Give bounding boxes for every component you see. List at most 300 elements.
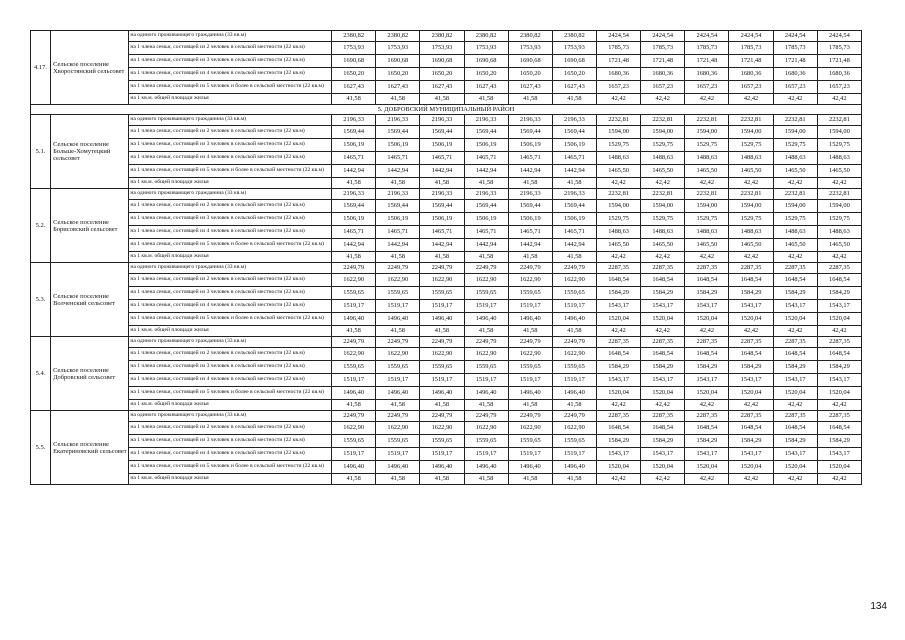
value-cell: 1519,17 — [508, 300, 552, 313]
value-cell: 1529,75 — [729, 139, 773, 152]
value-cell: 2424,54 — [685, 31, 729, 42]
value-cell: 1465,50 — [773, 239, 817, 252]
value-cell: 1650,20 — [508, 68, 552, 81]
norm-description: на 1 члена семьи, состоящей из 4 человек в сельской местности (22 кв.м) — [129, 374, 332, 387]
value-cell: 1506,19 — [332, 213, 376, 226]
value-cell: 1529,75 — [817, 139, 861, 152]
value-cell: 1519,17 — [464, 448, 508, 461]
page-number: 134 — [870, 601, 887, 612]
value-cell: 1569,44 — [376, 126, 420, 139]
value-cell: 1543,17 — [685, 448, 729, 461]
value-cell: 1721,48 — [729, 55, 773, 68]
value-cell: 1569,44 — [376, 200, 420, 213]
value-cell: 1519,17 — [420, 300, 464, 313]
value-cell: 2380,82 — [508, 31, 552, 42]
value-cell: 1721,48 — [641, 55, 685, 68]
value-cell: 2287,35 — [729, 263, 773, 274]
value-cell: 42,42 — [641, 178, 685, 189]
value-cell: 41,58 — [376, 326, 420, 337]
table-row — [31, 239, 862, 252]
norm-description: на одиного проживающего гражданина (33 кв.м) — [129, 189, 332, 200]
norm-description: на 1 члена семьи, состоящей из 4 человек в сельской местности (22 кв.м) — [129, 152, 332, 165]
value-cell: 42,42 — [597, 252, 641, 263]
table-row — [31, 165, 862, 178]
value-cell: 1648,54 — [773, 422, 817, 435]
value-cell: 2232,81 — [641, 189, 685, 200]
value-cell: 1442,94 — [420, 165, 464, 178]
value-cell: 1594,00 — [641, 126, 685, 139]
value-cell: 41,58 — [464, 474, 508, 485]
norm-description: на 1 члена семьи, состоящей из 2 человек в сельской местности (22 кв.м) — [129, 42, 332, 55]
value-cell: 1442,94 — [464, 165, 508, 178]
settlement-name: Сельское поселение Больше-Хомутецкий сельсовет — [51, 115, 129, 189]
value-cell: 1520,04 — [773, 387, 817, 400]
norm-description: на 1 кв.м. общей площади жилья — [129, 178, 332, 189]
value-cell: 1627,43 — [508, 81, 552, 94]
settlement-code: 5.4. — [31, 337, 51, 411]
value-cell: 42,42 — [641, 400, 685, 411]
value-cell: 41,58 — [420, 326, 464, 337]
value-cell: 42,42 — [685, 94, 729, 105]
value-cell: 1680,36 — [641, 68, 685, 81]
value-cell: 1506,19 — [552, 139, 596, 152]
value-cell: 1520,04 — [773, 461, 817, 474]
value-cell: 2287,35 — [773, 337, 817, 348]
value-cell: 1496,40 — [464, 313, 508, 326]
value-cell: 1559,65 — [508, 435, 552, 448]
value-cell: 2232,81 — [773, 115, 817, 126]
value-cell: 1753,93 — [552, 42, 596, 55]
value-cell: 1559,65 — [376, 361, 420, 374]
value-cell: 1488,63 — [729, 226, 773, 239]
value-cell: 1584,29 — [729, 361, 773, 374]
value-cell: 1594,00 — [817, 200, 861, 213]
value-cell: 41,58 — [552, 252, 596, 263]
value-cell: 1622,90 — [332, 422, 376, 435]
value-cell: 1559,65 — [332, 287, 376, 300]
table-row — [31, 448, 862, 461]
value-cell: 41,58 — [552, 326, 596, 337]
value-cell: 1506,19 — [376, 139, 420, 152]
value-cell: 1465,71 — [332, 226, 376, 239]
value-cell: 2380,82 — [420, 31, 464, 42]
table-row — [31, 274, 862, 287]
value-cell: 1488,63 — [685, 226, 729, 239]
value-cell: 1465,71 — [464, 152, 508, 165]
value-cell: 42,42 — [729, 94, 773, 105]
value-cell: 42,42 — [597, 474, 641, 485]
settlement-name: Сельское поселение Хворостянский сельсовет — [51, 31, 129, 105]
value-cell: 1594,00 — [641, 200, 685, 213]
value-cell: 1520,04 — [729, 461, 773, 474]
norm-description: на 1 кв.м. общей площади жилья — [129, 326, 332, 337]
table-row — [31, 152, 862, 165]
value-cell: 41,58 — [420, 252, 464, 263]
value-cell: 2249,79 — [552, 263, 596, 274]
value-cell: 1520,04 — [729, 387, 773, 400]
value-cell: 42,42 — [685, 326, 729, 337]
value-cell: 1520,04 — [685, 387, 729, 400]
value-cell: 1520,04 — [817, 461, 861, 474]
value-cell: 1465,50 — [641, 239, 685, 252]
value-cell: 2249,79 — [420, 263, 464, 274]
value-cell: 42,42 — [773, 400, 817, 411]
value-cell: 1721,48 — [773, 55, 817, 68]
value-cell: 41,58 — [464, 178, 508, 189]
value-cell: 41,58 — [376, 252, 420, 263]
value-cell: 1785,73 — [641, 42, 685, 55]
value-cell: 1519,17 — [332, 448, 376, 461]
value-cell: 2249,79 — [376, 337, 420, 348]
value-cell: 1520,04 — [641, 313, 685, 326]
value-cell: 1690,68 — [376, 55, 420, 68]
value-cell: 1543,17 — [729, 448, 773, 461]
value-cell: 1559,65 — [420, 435, 464, 448]
value-cell: 41,58 — [552, 178, 596, 189]
value-cell: 1721,48 — [597, 55, 641, 68]
value-cell: 1648,54 — [773, 348, 817, 361]
value-cell: 1622,90 — [420, 274, 464, 287]
value-cell: 1543,17 — [641, 374, 685, 387]
value-cell: 1648,54 — [817, 348, 861, 361]
table-row — [31, 31, 862, 42]
value-cell: 1529,75 — [773, 139, 817, 152]
value-cell: 1657,23 — [641, 81, 685, 94]
table-row — [31, 68, 862, 81]
value-cell: 2249,79 — [552, 337, 596, 348]
value-cell: 1569,44 — [508, 126, 552, 139]
value-cell: 1690,68 — [464, 55, 508, 68]
value-cell: 2196,33 — [420, 115, 464, 126]
norm-description: на 1 члена семьи, состоящей из 5 человек и более в сельской местности (22 кв.м) — [129, 165, 332, 178]
value-cell: 1622,90 — [552, 274, 596, 287]
value-cell: 2196,33 — [376, 189, 420, 200]
value-cell: 1785,73 — [817, 42, 861, 55]
value-cell: 1442,94 — [332, 239, 376, 252]
value-cell: 42,42 — [597, 400, 641, 411]
value-cell: 1584,29 — [729, 287, 773, 300]
value-cell: 1622,90 — [508, 422, 552, 435]
value-cell: 1442,94 — [552, 165, 596, 178]
value-cell: 2287,35 — [641, 411, 685, 422]
table-row — [31, 400, 862, 411]
value-cell: 2287,35 — [773, 411, 817, 422]
value-cell: 1465,50 — [685, 239, 729, 252]
value-cell: 1496,40 — [376, 461, 420, 474]
value-cell: 2249,79 — [376, 263, 420, 274]
settlement-code: 5.3. — [31, 263, 51, 337]
table-row — [31, 435, 862, 448]
value-cell: 1543,17 — [729, 300, 773, 313]
value-cell: 2287,35 — [773, 263, 817, 274]
value-cell: 1650,20 — [332, 68, 376, 81]
value-cell: 1496,40 — [464, 387, 508, 400]
value-cell: 42,42 — [685, 474, 729, 485]
value-cell: 41,58 — [464, 252, 508, 263]
value-cell: 1465,50 — [597, 239, 641, 252]
value-cell: 2232,81 — [597, 115, 641, 126]
value-cell: 41,58 — [552, 400, 596, 411]
value-cell: 1496,40 — [552, 313, 596, 326]
value-cell: 1519,17 — [332, 300, 376, 313]
value-cell: 1584,29 — [729, 435, 773, 448]
norm-description: на 1 члена семьи, состоящей из 3 человек в сельской местности (22 кв.м) — [129, 55, 332, 68]
value-cell: 1543,17 — [685, 300, 729, 313]
value-cell: 1650,20 — [420, 68, 464, 81]
norm-description: на одиного проживающего гражданина (33 кв.м) — [129, 31, 332, 42]
value-cell: 1594,00 — [729, 126, 773, 139]
value-cell: 1529,75 — [597, 213, 641, 226]
value-cell: 2249,79 — [420, 411, 464, 422]
table-row — [31, 81, 862, 94]
value-cell: 1496,40 — [552, 387, 596, 400]
value-cell: 1559,65 — [464, 287, 508, 300]
value-cell: 1569,44 — [420, 200, 464, 213]
value-cell: 1622,90 — [376, 274, 420, 287]
value-cell: 2424,54 — [729, 31, 773, 42]
value-cell: 1520,04 — [817, 387, 861, 400]
value-cell: 2287,35 — [597, 263, 641, 274]
value-cell: 1627,43 — [552, 81, 596, 94]
value-cell: 1442,94 — [552, 239, 596, 252]
value-cell: 1584,29 — [641, 287, 685, 300]
table-row — [31, 348, 862, 361]
value-cell: 1622,90 — [508, 274, 552, 287]
value-cell: 1506,19 — [376, 213, 420, 226]
value-cell: 1465,50 — [597, 165, 641, 178]
value-cell: 1569,44 — [552, 126, 596, 139]
district-header-row — [31, 105, 862, 115]
value-cell: 2249,79 — [464, 411, 508, 422]
value-cell: 2232,81 — [641, 115, 685, 126]
value-cell: 1506,19 — [508, 139, 552, 152]
value-cell: 42,42 — [685, 252, 729, 263]
value-cell: 1496,40 — [420, 461, 464, 474]
value-cell: 1559,65 — [508, 361, 552, 374]
value-cell: 2196,33 — [552, 189, 596, 200]
value-cell: 1496,40 — [552, 461, 596, 474]
value-cell: 1519,17 — [376, 374, 420, 387]
value-cell: 2249,79 — [552, 411, 596, 422]
value-cell: 1622,90 — [420, 348, 464, 361]
norm-description: на 1 члена семьи, состоящей из 3 человек в сельской местности (22 кв.м) — [129, 435, 332, 448]
value-cell: 1496,40 — [376, 313, 420, 326]
value-cell: 1520,04 — [597, 313, 641, 326]
value-cell: 1584,29 — [773, 435, 817, 448]
value-cell: 1584,29 — [685, 287, 729, 300]
table-row — [31, 361, 862, 374]
value-cell: 42,42 — [641, 474, 685, 485]
value-cell: 1594,00 — [597, 200, 641, 213]
value-cell: 1648,54 — [729, 274, 773, 287]
value-cell: 42,42 — [597, 178, 641, 189]
value-cell: 1622,90 — [376, 422, 420, 435]
norm-description: на одиного проживающего гражданина (33 кв.м) — [129, 411, 332, 422]
value-cell: 42,42 — [773, 94, 817, 105]
value-cell: 1648,54 — [729, 348, 773, 361]
value-cell: 1543,17 — [773, 300, 817, 313]
value-cell: 1465,71 — [552, 152, 596, 165]
value-cell: 42,42 — [729, 326, 773, 337]
value-cell: 2287,35 — [685, 411, 729, 422]
table-row — [31, 337, 862, 348]
value-cell: 1594,00 — [729, 200, 773, 213]
value-cell: 42,42 — [641, 326, 685, 337]
value-cell: 2287,35 — [597, 337, 641, 348]
value-cell: 1559,65 — [508, 287, 552, 300]
value-cell: 1442,94 — [508, 239, 552, 252]
value-cell: 1648,54 — [817, 274, 861, 287]
settlement-code: 5.5. — [31, 411, 51, 485]
norm-description: на 1 члена семьи, состоящей из 4 человек в сельской местности (22 кв.м) — [129, 226, 332, 239]
value-cell: 1465,71 — [376, 226, 420, 239]
value-cell: 1594,00 — [597, 126, 641, 139]
table-row — [31, 213, 862, 226]
value-cell: 2424,54 — [817, 31, 861, 42]
value-cell: 2424,54 — [773, 31, 817, 42]
value-cell: 1569,44 — [420, 126, 464, 139]
value-cell: 1753,93 — [464, 42, 508, 55]
norm-description: на 1 члена семьи, состоящей из 4 человек в сельской местности (22 кв.м) — [129, 448, 332, 461]
norm-description: на 1 кв.м. общей площади жилья — [129, 474, 332, 485]
value-cell: 1648,54 — [641, 274, 685, 287]
value-cell: 1488,63 — [597, 152, 641, 165]
value-cell: 1753,93 — [508, 42, 552, 55]
value-cell: 1442,94 — [376, 165, 420, 178]
value-cell: 1520,04 — [685, 313, 729, 326]
value-cell: 1465,71 — [552, 226, 596, 239]
value-cell: 41,58 — [420, 94, 464, 105]
value-cell: 1519,17 — [552, 448, 596, 461]
value-cell: 1488,63 — [817, 226, 861, 239]
value-cell: 1519,17 — [508, 448, 552, 461]
value-cell: 1465,71 — [420, 226, 464, 239]
value-cell: 1465,50 — [729, 165, 773, 178]
value-cell: 2232,81 — [685, 115, 729, 126]
value-cell: 1627,43 — [332, 81, 376, 94]
value-cell: 1465,50 — [641, 165, 685, 178]
table-row — [31, 461, 862, 474]
value-cell: 2424,54 — [597, 31, 641, 42]
norm-description: на 1 члена семьи, состоящей из 3 человек в сельской местности (22 кв.м) — [129, 287, 332, 300]
value-cell: 1627,43 — [420, 81, 464, 94]
value-cell: 1785,73 — [597, 42, 641, 55]
value-cell: 1465,71 — [464, 226, 508, 239]
value-cell: 1496,40 — [376, 387, 420, 400]
value-cell: 1506,19 — [420, 213, 464, 226]
value-cell: 41,58 — [420, 474, 464, 485]
value-cell: 1594,00 — [773, 200, 817, 213]
table-row — [31, 387, 862, 400]
norm-description: на 1 члена семьи, состоящей из 2 человек в сельской местности (22 кв.м) — [129, 200, 332, 213]
value-cell: 1465,71 — [420, 152, 464, 165]
value-cell: 42,42 — [597, 94, 641, 105]
value-cell: 1519,17 — [464, 300, 508, 313]
norm-description: на 1 кв.м. общей площади жилья — [129, 400, 332, 411]
value-cell: 1622,90 — [420, 422, 464, 435]
value-cell: 2287,35 — [817, 411, 861, 422]
value-cell: 2249,79 — [508, 337, 552, 348]
value-cell: 41,58 — [420, 178, 464, 189]
value-cell: 1496,40 — [508, 387, 552, 400]
table-row — [31, 287, 862, 300]
value-cell: 1584,29 — [597, 287, 641, 300]
value-cell: 1465,50 — [817, 165, 861, 178]
value-cell: 1584,29 — [597, 435, 641, 448]
value-cell: 41,58 — [508, 252, 552, 263]
value-cell: 1584,29 — [817, 287, 861, 300]
value-cell: 41,58 — [464, 94, 508, 105]
norm-description: на 1 члена семьи, состоящей из 2 человек в сельской местности (22 кв.м) — [129, 348, 332, 361]
value-cell: 2232,81 — [817, 189, 861, 200]
value-cell: 42,42 — [685, 400, 729, 411]
value-cell: 1465,50 — [685, 165, 729, 178]
value-cell: 1442,94 — [464, 239, 508, 252]
norm-description: на 1 члена семьи, состоящей из 2 человек в сельской местности (22 кв.м) — [129, 422, 332, 435]
value-cell: 1543,17 — [597, 448, 641, 461]
value-cell: 1465,71 — [376, 152, 420, 165]
settlement-name: Сельское поселение Екатериновский сельсовет — [51, 411, 129, 485]
value-cell: 1529,75 — [641, 139, 685, 152]
norm-description: на 1 члена семьи, состоящей из 3 человек в сельской местности (22 кв.м) — [129, 139, 332, 152]
value-cell: 42,42 — [597, 326, 641, 337]
value-cell: 1785,73 — [773, 42, 817, 55]
value-cell: 1622,90 — [552, 348, 596, 361]
value-cell: 1520,04 — [773, 313, 817, 326]
norm-description: на одиного проживающего гражданина (33 кв.м) — [129, 115, 332, 126]
value-cell: 1529,75 — [773, 213, 817, 226]
value-cell: 1569,44 — [508, 200, 552, 213]
norm-description: на 1 члена семьи, состоящей из 5 человек и более в сельской местности (22 кв.м) — [129, 313, 332, 326]
value-cell: 42,42 — [729, 178, 773, 189]
value-cell: 1488,63 — [773, 152, 817, 165]
norm-description: на одиного проживающего гражданина (33 кв.м) — [129, 263, 332, 274]
value-cell: 1569,44 — [332, 126, 376, 139]
value-cell: 1543,17 — [729, 374, 773, 387]
value-cell: 1594,00 — [773, 126, 817, 139]
value-cell: 42,42 — [773, 252, 817, 263]
district-title: 5. ДОБРОВСКИЙ МУНИЦИПАЛЬНЫЙ РАЙОН — [31, 105, 862, 115]
value-cell: 1648,54 — [597, 422, 641, 435]
value-cell: 1543,17 — [773, 448, 817, 461]
value-cell: 1496,40 — [508, 461, 552, 474]
value-cell: 1465,71 — [332, 152, 376, 165]
value-cell: 41,58 — [464, 400, 508, 411]
norm-description: на 1 члена семьи, состоящей из 5 человек и более в сельской местности (22 кв.м) — [129, 239, 332, 252]
value-cell: 1496,40 — [332, 313, 376, 326]
value-cell: 2232,81 — [597, 189, 641, 200]
settlement-name: Сельское поселение Борисовский сельсовет — [51, 189, 129, 263]
value-cell: 1529,75 — [597, 139, 641, 152]
value-cell: 1465,50 — [773, 165, 817, 178]
value-cell: 1622,90 — [464, 422, 508, 435]
value-cell: 1529,75 — [641, 213, 685, 226]
value-cell: 1753,93 — [376, 42, 420, 55]
value-cell: 1622,90 — [464, 274, 508, 287]
value-cell: 2249,79 — [508, 411, 552, 422]
value-cell: 1569,44 — [464, 200, 508, 213]
value-cell: 42,42 — [641, 252, 685, 263]
value-cell: 2196,33 — [508, 189, 552, 200]
value-cell: 42,42 — [773, 326, 817, 337]
value-cell: 1680,36 — [597, 68, 641, 81]
value-cell: 1657,23 — [729, 81, 773, 94]
value-cell: 41,58 — [376, 400, 420, 411]
value-cell: 41,58 — [376, 474, 420, 485]
value-cell: 1529,75 — [729, 213, 773, 226]
value-cell: 1529,75 — [817, 213, 861, 226]
value-cell: 1569,44 — [552, 200, 596, 213]
